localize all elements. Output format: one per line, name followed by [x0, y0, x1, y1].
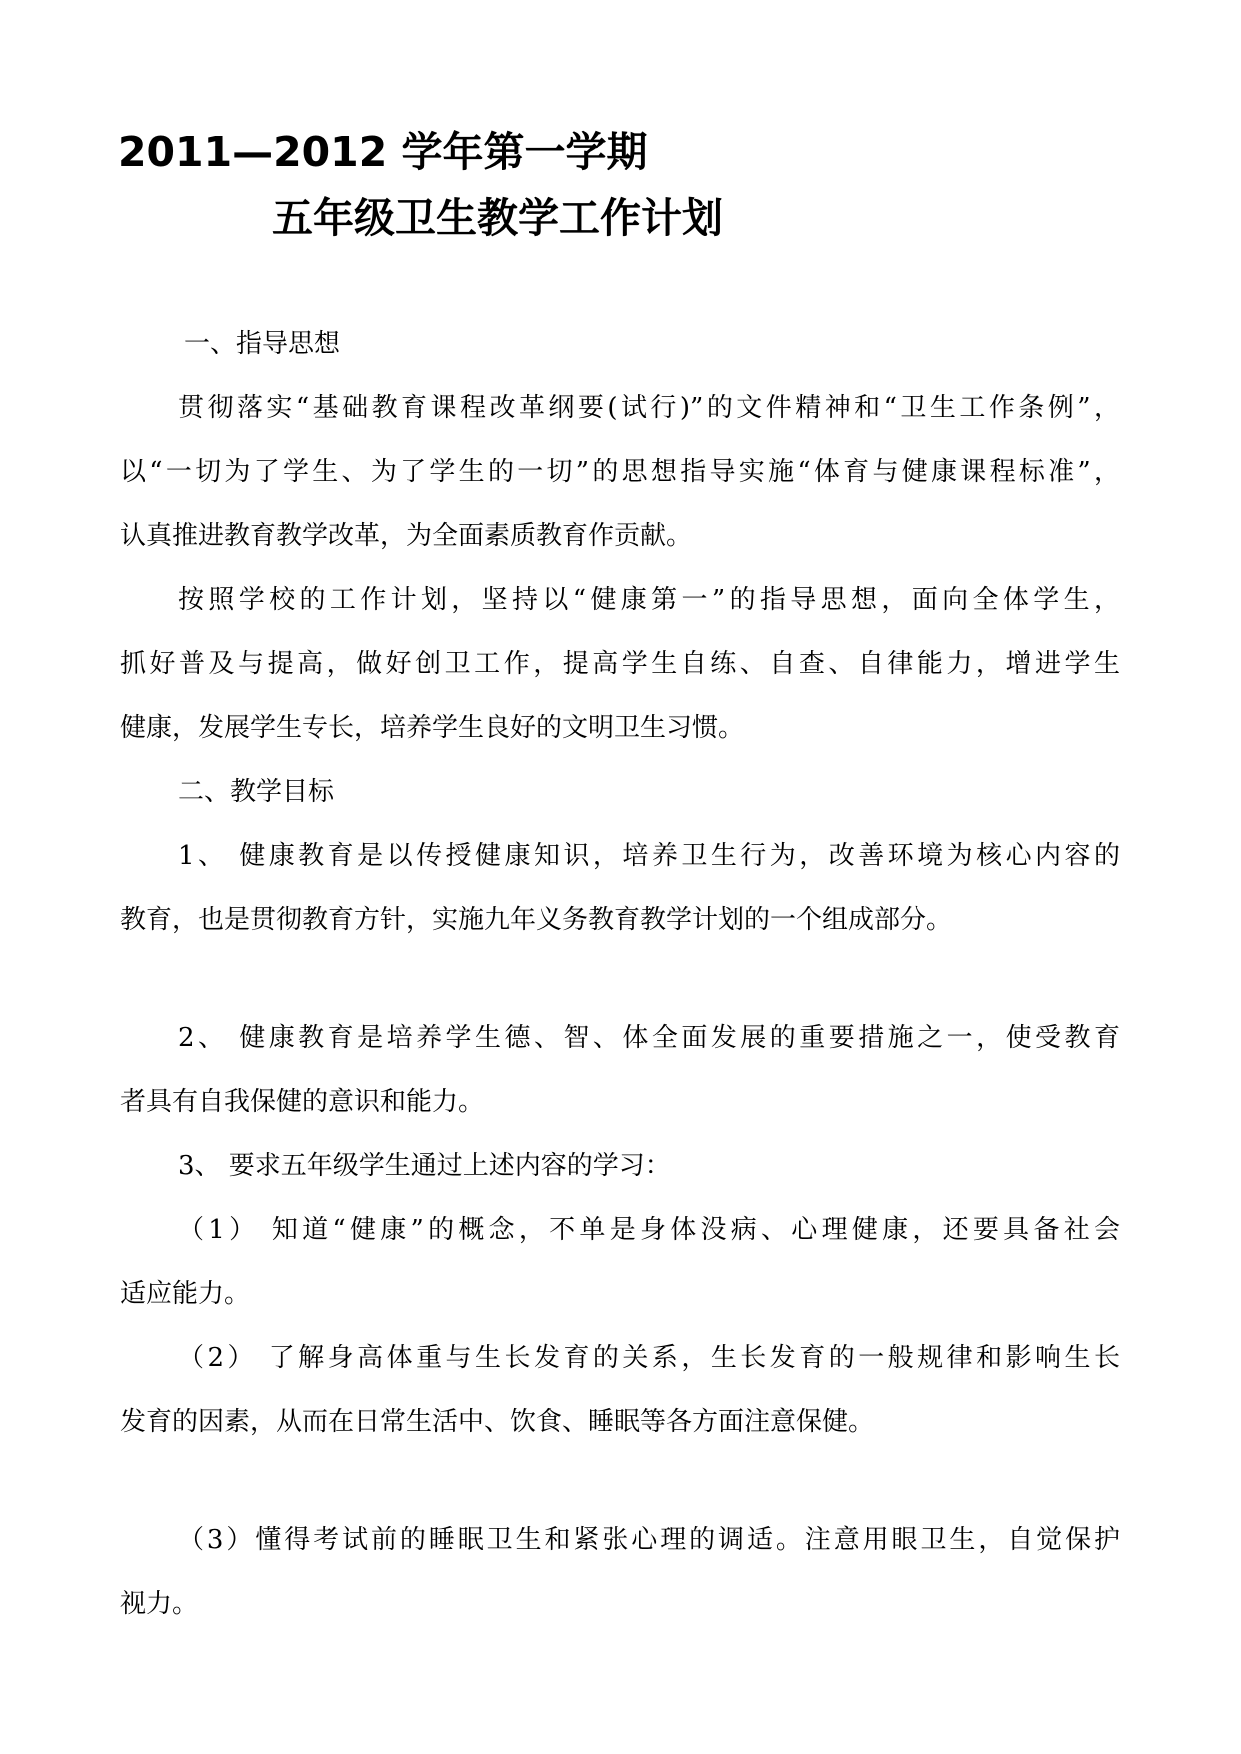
paragraph-line: 教育，也是贯彻教育方针，实施九年义务教育教学计划的一个组成部分。 [120, 905, 953, 935]
paragraph-line: 1、 健康教育是以传授健康知识，培养卫生行为，改善环境为核心内容的 [178, 841, 1120, 871]
paragraph-line: 贯彻落实“基础教育课程改革纲要(试行)”的文件精神和“卫生工作条例”， [178, 393, 1120, 423]
title-plan: 五年级卫生教学工作计划 [272, 194, 723, 242]
paragraph-line: 者具有自我保健的意识和能力。 [120, 1087, 485, 1117]
paragraph-line: （3）懂得考试前的睡眠卫生和紧张心理的调适。注意用眼卫生，自觉保护 [178, 1525, 1120, 1555]
section-heading-goals: 二、教学目标 [178, 777, 335, 807]
paragraph-line: （1） 知道“健康”的概念，不单是身体没病、心理健康，还要具备社会 [178, 1215, 1120, 1245]
paragraph-line: 2、 健康教育是培养学生德、智、体全面发展的重要措施之一，使受教育 [178, 1023, 1120, 1053]
paragraph-line: 视力。 [120, 1589, 199, 1619]
section-heading-guiding: 一、指导思想 [184, 329, 341, 359]
goal-item-3: 3、 要求五年级学生通过上述内容的学习： [178, 1151, 671, 1181]
paragraph-line: （2） 了解身高体重与生长发育的关系，生长发育的一般规律和影响生长 [178, 1343, 1120, 1373]
title-term: 2011—2012 学年第一学期 [118, 128, 648, 176]
paragraph-line: 适应能力。 [120, 1279, 251, 1309]
paragraph-line: 抓好普及与提高，做好创卫工作，提高学生自练、自查、自律能力，增进学生 [120, 649, 1120, 679]
paragraph-line: 认真推进教育教学改革，为全面素质教育作贡献。 [120, 521, 693, 551]
paragraph-line: 以“一切为了学生、为了学生的一切”的思想指导实施“体育与健康课程标准”， [120, 457, 1120, 487]
paragraph-line: 按照学校的工作计划，坚持以“健康第一”的指导思想，面向全体学生， [178, 585, 1120, 615]
paragraph-line: 发育的因素，从而在日常生活中、饮食、睡眠等各方面注意保健。 [120, 1407, 875, 1437]
paragraph-line: 健康，发展学生专长，培养学生良好的文明卫生习惯。 [120, 713, 745, 743]
